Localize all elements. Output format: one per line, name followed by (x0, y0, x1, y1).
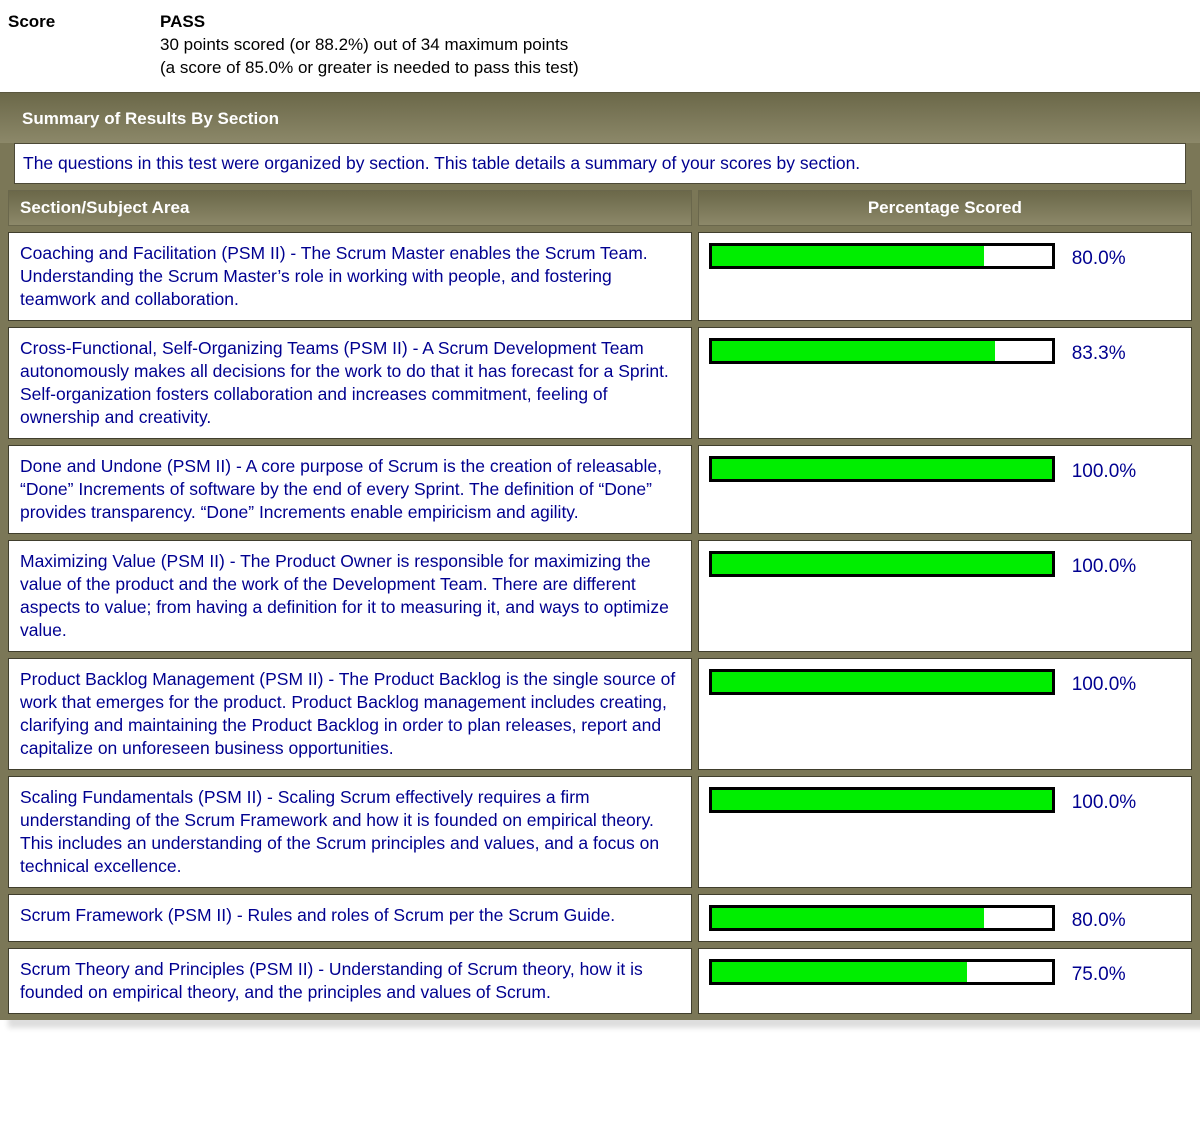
progress-bar (709, 787, 1055, 813)
percentage-label: 75.0% (1071, 964, 1126, 985)
percentage-label: 100.0% (1071, 461, 1137, 482)
progress-bar (709, 551, 1055, 577)
results-by-section-table (0, 92, 1200, 1020)
percentage-label: 83.3% (1071, 343, 1126, 364)
score-result: PASS (160, 12, 206, 31)
percentage-cell (698, 776, 1192, 888)
percentage-label: 100.0% (1071, 792, 1137, 813)
score-detail-line2: (a score of 85.0% or greater is needed to pass this test) (160, 58, 579, 77)
progress-bar-fill (712, 554, 1052, 574)
progress-bar-fill (712, 672, 1052, 692)
progress-bar (709, 456, 1055, 482)
score-label: Score (8, 12, 56, 31)
column-header-percentage: Percentage Scored (698, 190, 1192, 226)
progress-bar (709, 243, 1055, 269)
progress-bar-fill (712, 341, 995, 361)
section-description: Scrum Theory and Principles (PSM II) - Understanding of Scrum theory, how it is founded on empirical theory, and the principles and values of Scrum. (8, 948, 692, 1014)
score-details (160, 10, 579, 79)
percentage-label: 80.0% (1071, 910, 1126, 931)
section-description: Product Backlog Management (PSM II) - The Product Backlog is the single source of work that emerges for the product. Product Backlog management includes creating, clarifying and maintaining the Product Backlog in order to plan releases, report and capitalize on unforeseen business opportunities. (8, 658, 692, 770)
section-scores-grid (2, 184, 1198, 1020)
column-header-section: Section/Subject Area (8, 190, 692, 226)
progress-bar-fill (712, 790, 1052, 810)
progress-bar-fill (712, 246, 984, 266)
progress-bar (709, 338, 1055, 364)
percentage-label: 80.0% (1071, 248, 1126, 269)
percentage-cell (698, 948, 1192, 1014)
progress-bar-fill (712, 459, 1052, 479)
percentage-cell (698, 658, 1192, 770)
section-description: Done and Undone (PSM II) - A core purpose of Scrum is the creation of releasable, “Done” Increments of software by the end of every Sprint. The definition of “Done” provides transparency. “Done” Increments enable empiricism and agility. (8, 445, 692, 534)
section-description: Scrum Framework (PSM II) - Rules and roles of Scrum per the Scrum Guide. (8, 894, 692, 942)
table-row (8, 948, 1192, 1014)
percentage-cell (698, 327, 1192, 439)
table-description: The questions in this test were organized by section. This table details a summary of your scores by section. (14, 143, 1186, 184)
score-detail-line1: 30 points scored (or 88.2%) out of 34 maximum points (160, 35, 569, 54)
progress-bar (709, 669, 1055, 695)
percentage-cell (698, 445, 1192, 534)
table-row (8, 658, 1192, 770)
percentage-label: 100.0% (1071, 556, 1137, 577)
progress-bar (709, 959, 1055, 985)
table-row (8, 894, 1192, 942)
table-row (8, 327, 1192, 439)
percentage-label: 100.0% (1071, 674, 1137, 695)
progress-bar-fill (712, 962, 967, 982)
section-description: Maximizing Value (PSM II) - The Product Owner is responsible for maximizing the value of the product and the work of the Development Team. There are different aspects to value; from having a definition for it to measuring it, and ways to optimize value. (8, 540, 692, 652)
section-description: Scaling Fundamentals (PSM II) - Scaling Scrum effectively requires a firm understanding of the Scrum Framework and how it is founded on empirical theory. This includes an understanding of the Scrum principles and values, and a focus on technical excellence. (8, 776, 692, 888)
percentage-cell (698, 232, 1192, 321)
percentage-cell (698, 540, 1192, 652)
table-row (8, 445, 1192, 534)
table-row (8, 540, 1192, 652)
progress-bar-fill (712, 908, 984, 928)
score-summary (0, 0, 1200, 92)
percentage-cell (698, 894, 1192, 942)
header-row (8, 190, 1192, 226)
table-row (8, 776, 1192, 888)
section-description: Cross-Functional, Self-Organizing Teams (PSM II) - A Scrum Development Team autonomously makes all decisions for the work to do that it has forecast for a Sprint. Self-organization fosters collaboration and increases commitment, feeling of ownership and creativity. (8, 327, 692, 439)
section-description: Coaching and Facilitation (PSM II) - The Scrum Master enables the Scrum Team. Understanding the Scrum Master’s role in working with people, and fostering teamwork and collaboration. (8, 232, 692, 321)
table-title: Summary of Results By Section (0, 93, 1200, 143)
progress-bar (709, 905, 1055, 931)
table-row (8, 232, 1192, 321)
